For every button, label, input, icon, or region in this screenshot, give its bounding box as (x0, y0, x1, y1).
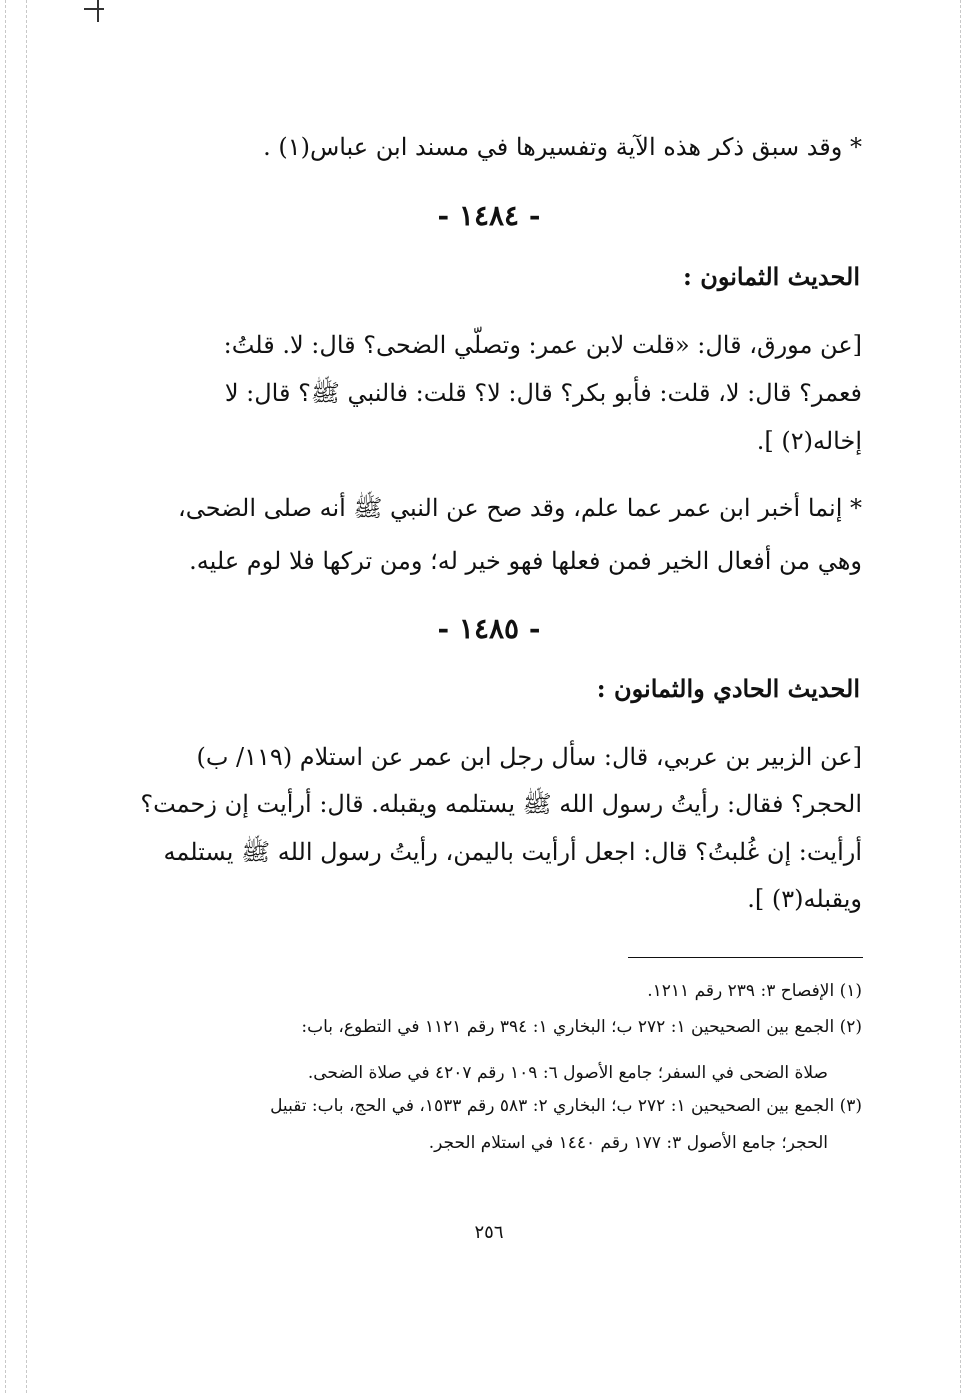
footnote-2-continued: صلاة الضحى في السفر؛ جامع الأصول ٦: ١٠٩ رقم ٤٢٠٧ في صلاة الضحى. (307, 1063, 828, 1083)
footnote-3-continued: الحجر؛ جامع الأصول ٣: ١٧٧ رقم ١٤٤٠ في استلام الحجر. (428, 1133, 828, 1153)
hadith-text-line: الحجر؟ فقال: رأيتُ رسول الله ﷺ يستلمه ويقبله. قال: أرأيت إن زحمت؟ (140, 790, 862, 818)
scan-corner-mark (97, 0, 99, 22)
hadith-text-line: فعمر؟ قال: لا، قلت: فأبو بكر؟ قال: لا؟ قلت: فالنبي ﷺ؟ قال: لا (224, 379, 862, 407)
commentary-line: وهي من أفعال الخير فمن فعلها فهو خير له؛ ومن تركها فلا لوم عليه. (189, 547, 862, 575)
footnote-1: (١) الإفصاح ٣: ٢٣٩ رقم ١٢١١. (647, 981, 862, 1001)
page-number: ٢٥٦ (474, 1222, 504, 1243)
footnote-2: (٢) الجمع بين الصحيحين ١: ٢٧٢ ب؛ البخاري ١: ٣٩٤ رقم ١١٢١ في التطوع، باب: (301, 1017, 862, 1037)
hadith-number-1484: - ١٤٨٤ - (437, 199, 541, 232)
hadith-text-line: أرأيت: إن غُلبتُ؟ قال: اجعل أرأيت باليمن، رأيتُ رسول الله ﷺ يستلمه (163, 838, 862, 866)
commentary-line: * إنما أخبر ابن عمر عما علم، وقد صح عن النبي ﷺ أنه صلى الضحى، (177, 494, 862, 522)
hadith-text-line: ويقبله(٣) ]. (747, 885, 862, 913)
scan-corner-mark (84, 8, 104, 10)
hadith-text-line: [عن مورق، قال: «قلت لابن عمر: وتصلّي الضحى؟ قال: لا. قلتُ: (223, 331, 862, 359)
hadith-title-1484: الحديث الثمانون : (683, 262, 860, 291)
hadith-text-line: [عن الزبير بن عربي، قال: سأل رجل ابن عمر عن استلام (١١٩/ ب) (196, 743, 862, 771)
footnote-3: (٣) الجمع بين الصحيحين ١: ٢٧٢ ب؛ البخاري ٢: ٥٨٣ رقم ١٥٣٣، في الحج، باب: تقبيل (270, 1096, 862, 1116)
hadith-title-1485: الحديث الحادي والثمانون : (596, 674, 860, 703)
hadith-text-line: إخاله(٢) ]. (756, 427, 862, 455)
footnote-separator (628, 957, 863, 958)
intro-note: * وقد سبق ذكر هذه الآية وتفسيرها في مسند ابن عباس(١) . (263, 133, 862, 161)
hadith-number-1485: - ١٤٨٥ - (437, 612, 541, 645)
